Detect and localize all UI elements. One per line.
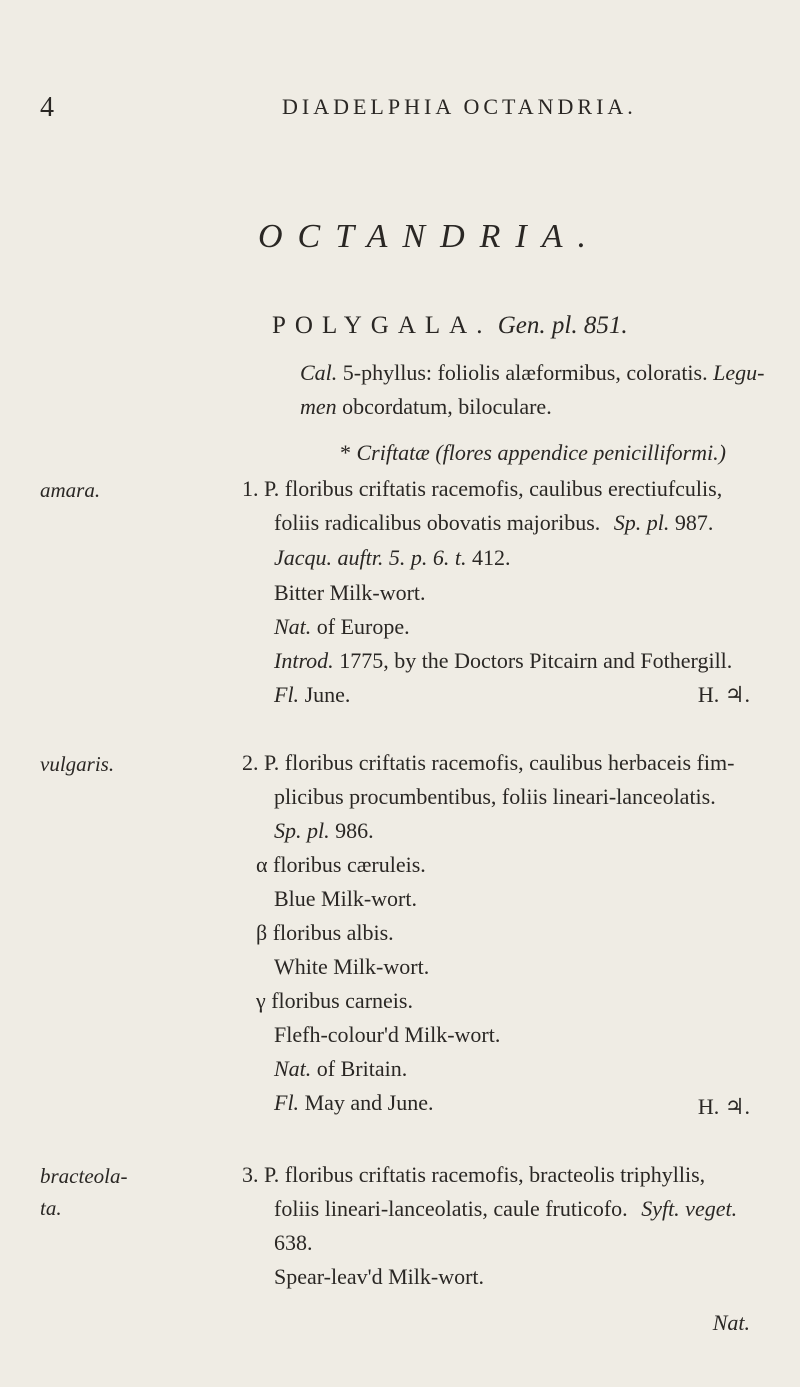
introduced-label: Introd. — [274, 648, 334, 673]
page-number: 4 — [40, 92, 54, 123]
species-line-ref: Sp. pl. — [274, 818, 330, 843]
species-margin-name: amara. — [40, 478, 101, 502]
native-label: Nat. — [274, 1056, 312, 1081]
catchword: Nat. — [712, 1310, 750, 1335]
flowering-label: Fl. — [274, 1090, 300, 1115]
variety-line: γ floribus carneis. — [256, 988, 413, 1013]
genus-name: POLYGALA. — [272, 312, 492, 339]
running-title: DIADELPHIA OCTANDRIA. — [282, 94, 637, 119]
calyx-label: Cal. — [300, 360, 338, 385]
common-name: Blue Milk-wort. — [274, 886, 417, 911]
subsection-heading — [340, 440, 726, 466]
species-line — [274, 614, 410, 640]
flowering-text: May and June. — [304, 1090, 434, 1115]
habit-symbol: H. ♃. — [697, 682, 750, 707]
legumen-label-start: Legu- — [713, 360, 765, 385]
species-line-ref-num: 987. — [674, 510, 714, 535]
species-line: 3. P. floribus criftatis racemofis, bracteolis triphyllis, — [242, 1162, 706, 1187]
species-line: 1. P. floribus criftatis racemofis, caulibus erectiufculis, — [242, 476, 723, 501]
species-line — [274, 818, 374, 844]
species-line — [274, 1196, 737, 1222]
native-label: Nat. — [274, 614, 312, 639]
species-line-ref-num: 986. — [335, 818, 374, 843]
character-line-1 — [300, 360, 764, 386]
species-line-ref: Jacqu. auftr. 5. p. 6. t. — [274, 545, 467, 570]
legumen-text: obcordatum, biloculare. — [342, 394, 552, 419]
species-line-text: foliis lineari-lanceolatis, caule fruticofo. — [274, 1196, 628, 1221]
species-line — [274, 510, 713, 536]
variety-line: β floribus albis. — [256, 920, 394, 945]
flowering-text: June. — [304, 682, 351, 707]
common-name: Spear-leav'd Milk-wort. — [274, 1264, 485, 1289]
species-line: 2. P. floribus criftatis racemofis, caulibus herbaceis fim- — [242, 750, 735, 775]
character-line-2 — [300, 394, 552, 420]
species-line — [274, 1090, 433, 1116]
common-name: White Milk-wort. — [274, 954, 430, 979]
subsection-text: Criftatæ (flores appendice penicilliformi.) — [356, 440, 726, 465]
common-name: Flefh-colour'd Milk-wort. — [274, 1022, 501, 1047]
species-line-ref-num: 638. — [274, 1230, 313, 1255]
native-text: of Britain. — [316, 1056, 408, 1081]
species-line-ref: Syft. veget. — [641, 1196, 738, 1221]
calyx-text: 5-phyllus: foliolis alæformibus, coloratis. — [342, 360, 708, 385]
flowering-label: Fl. — [274, 682, 300, 707]
common-name: Bitter Milk-wort. — [274, 580, 426, 605]
species-line — [274, 545, 511, 571]
species-line-ref-num: 412. — [472, 545, 511, 570]
habit-symbol: H. ♃. — [697, 1094, 750, 1119]
species-line — [274, 648, 732, 674]
species-margin-name: bracteola- — [40, 1164, 128, 1188]
genus-heading — [272, 312, 628, 340]
variety-line: α floribus cæruleis. — [256, 852, 426, 877]
introduced-text: 1775, by the Doctors Pitcairn and Fothergill. — [339, 648, 733, 673]
section-title: OCTANDRIA. — [258, 218, 601, 255]
native-text: of Europe. — [316, 614, 410, 639]
species-margin-name: vulgaris. — [40, 752, 115, 776]
species-line-ref: Sp. pl. — [613, 510, 670, 535]
legumen-label-end: men — [300, 394, 337, 419]
species-line — [274, 1056, 407, 1082]
species-line — [274, 682, 350, 708]
subsection-star: * — [340, 440, 351, 465]
genus-reference: Gen. pl. 851. — [497, 312, 628, 339]
species-line-text: foliis radicalibus obovatis majoribus. — [274, 510, 601, 535]
species-margin-name-cont: ta. — [40, 1196, 62, 1220]
species-line: plicibus procumbentibus, foliis lineari-lanceolatis. — [274, 784, 716, 809]
